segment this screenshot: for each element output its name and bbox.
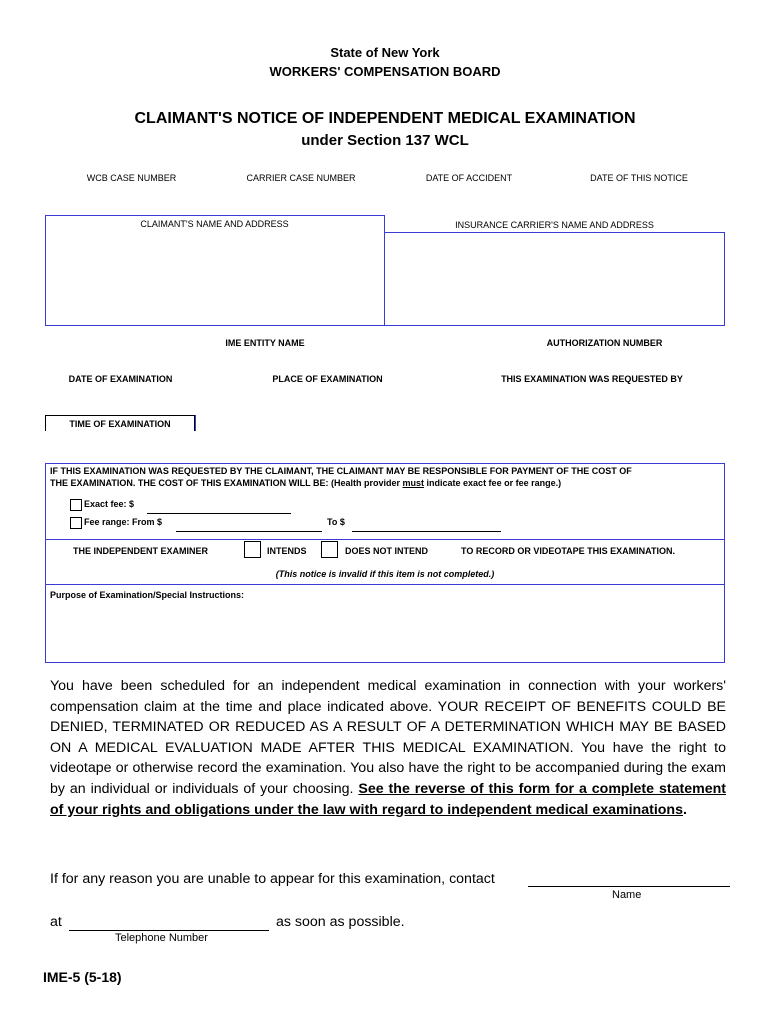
- ime-entity-label: IME ENTITY NAME: [225, 338, 305, 348]
- fee-to-line[interactable]: [352, 531, 501, 532]
- purpose-label: Purpose of Examination/Special Instructions:: [50, 590, 245, 600]
- recording-divider: [45, 539, 725, 540]
- rights-paragraph: [50, 676, 726, 820]
- fee-notice-line2: [50, 478, 561, 488]
- authorization-field[interactable]: [488, 353, 721, 369]
- fee-notice-must: must: [402, 478, 425, 488]
- examiner-label: THE INDEPENDENT EXAMINER: [73, 546, 209, 556]
- rights-paragraph-end: .: [683, 801, 687, 818]
- fee-notice-line1: IF THIS EXAMINATION WAS REQUESTED BY THE CLAIMANT, THE CLAIMANT MAY BE RESPONSIBLE FOR PAYMENT OF THE COST OF: [50, 466, 632, 476]
- carrier-case-number-field[interactable]: [221, 192, 381, 210]
- wcb-case-number-field[interactable]: [49, 192, 214, 210]
- date-of-exam-field[interactable]: [49, 392, 189, 410]
- exact-fee-line[interactable]: [147, 513, 291, 514]
- authorization-label: AUTHORIZATION NUMBER: [546, 338, 663, 348]
- contact-phone-line[interactable]: [69, 930, 269, 931]
- date-of-exam-label: DATE OF EXAMINATION: [68, 374, 173, 384]
- fee-from-line[interactable]: [176, 531, 322, 532]
- time-of-exam-label: TIME OF EXAMINATION: [69, 419, 171, 429]
- record-suffix-label: TO RECORD OR VIDEOTAPE THIS EXAMINATION.: [461, 546, 676, 556]
- rights-paragraph-text: You have been scheduled for an independent medical examination in connection with your workers' compensation claim at the time and place indicated above. YOUR RECEIPT OF BENEFITS COULD BE DENIED, TERMINATED OR REDUCED AS A RESULT OF A DETERMINATION WHICH MAY BE BASED ON A MEDICAL EVALUATION MADE AFTER THIS MEDICAL EXAMINATION. You have the right to videotape or otherwise record the examination. You also have the right to be accompanied during the exam by an individual or individuals of your choosing.: [50, 678, 726, 797]
- form-title: CLAIMANT'S NOTICE OF INDEPENDENT MEDICAL EXAMINATION: [134, 110, 636, 127]
- soon-text: as soon as possible.: [276, 914, 405, 930]
- intends-label: INTENDS: [267, 546, 307, 556]
- name-caption: Name: [612, 889, 642, 901]
- date-of-notice-field[interactable]: [557, 192, 721, 210]
- date-of-accident-label: DATE OF ACCIDENT: [425, 173, 513, 183]
- board-heading: WORKERS' COMPENSATION BOARD: [269, 64, 501, 79]
- at-text: at: [50, 914, 62, 930]
- contact-text: If for any reason you are unable to appear for this examination, contact: [50, 871, 495, 887]
- purpose-divider: [45, 584, 725, 585]
- rights-paragraph-emphasis: See the reverse of this form for a complete statement of your rights and obligations under the law with regard to independent medical examinations: [50, 780, 726, 818]
- claimant-name-label: CLAIMANT'S NAME AND ADDRESS: [140, 219, 289, 229]
- fee-notice-line2-start: THE EXAMINATION. THE COST OF THIS EXAMINATION WILL BE: (Health provider: [50, 478, 403, 488]
- form-subtitle: under Section 137 WCL: [301, 132, 469, 149]
- phone-caption: Telephone Number: [115, 932, 208, 944]
- state-heading: State of New York: [330, 45, 440, 60]
- wcb-case-number-label: WCB CASE NUMBER: [86, 173, 177, 183]
- exact-fee-label: Exact fee: $: [84, 499, 135, 509]
- ime-entity-field[interactable]: [49, 353, 479, 369]
- date-of-accident-field[interactable]: [388, 192, 550, 210]
- carrier-name-label: INSURANCE CARRIER'S NAME AND ADDRESS: [455, 220, 654, 230]
- exact-fee-checkbox[interactable]: [70, 499, 82, 511]
- form-id: IME-5 (5-18): [43, 969, 122, 985]
- contact-name-line[interactable]: [528, 886, 730, 887]
- purpose-field[interactable]: [50, 603, 718, 657]
- requested-by-label: THIS EXAMINATION WAS REQUESTED BY: [501, 374, 683, 384]
- intends-checkbox[interactable]: [244, 541, 261, 558]
- carrier-case-number-label: CARRIER CASE NUMBER: [246, 173, 356, 183]
- fee-range-label: Fee range: From $: [84, 517, 163, 527]
- fee-notice-line2-end: indicate exact fee or fee range.): [424, 478, 562, 488]
- claimant-name-address-field[interactable]: [50, 236, 378, 320]
- place-of-exam-label: PLACE OF EXAMINATION: [272, 374, 383, 384]
- does-not-intend-checkbox[interactable]: [321, 541, 338, 558]
- time-of-exam-field[interactable]: [49, 438, 189, 456]
- does-not-intend-label: DOES NOT INTEND: [345, 546, 429, 556]
- carrier-name-address-field[interactable]: [390, 238, 720, 320]
- place-of-exam-field[interactable]: [200, 390, 455, 460]
- date-of-notice-label: DATE OF THIS NOTICE: [590, 173, 688, 183]
- fee-to-label: To $: [327, 517, 345, 527]
- invalid-notice: (This notice is invalid if this item is not completed.): [275, 569, 495, 579]
- fee-range-checkbox[interactable]: [70, 517, 82, 529]
- requested-by-field[interactable]: [464, 390, 720, 460]
